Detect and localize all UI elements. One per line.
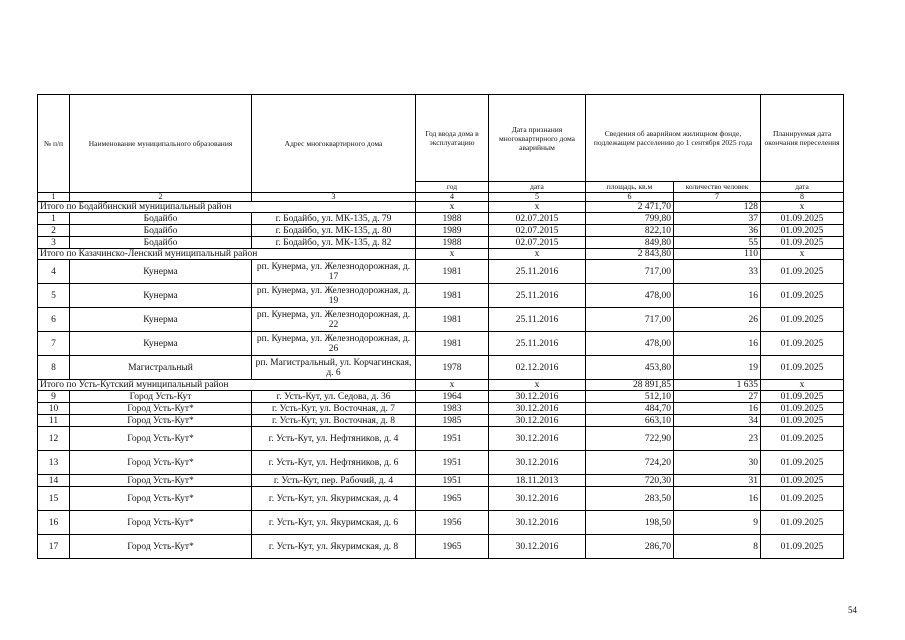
row-number: 1	[38, 213, 70, 225]
row-year: 1951	[416, 451, 489, 475]
row-people: 30	[674, 451, 761, 475]
subheader-area: площадь, кв.м	[586, 182, 674, 193]
row-number: 10	[38, 403, 70, 415]
row-planned: 01.09.2025	[761, 225, 844, 237]
row-number: 16	[38, 511, 70, 535]
row-people: 31	[674, 475, 761, 487]
resettlement-table	[37, 94, 844, 559]
row-municipality: Кунерма	[70, 260, 252, 284]
header-year: Год ввода дома в эксплуатацию	[416, 95, 489, 182]
row-planned: 01.09.2025	[761, 535, 844, 559]
row-planned: 01.09.2025	[761, 427, 844, 451]
row-people: 27	[674, 391, 761, 403]
row-address: рп. Кунерма, ул. Железнодорожная, д. 17	[252, 260, 416, 284]
row-date: 30.12.2016	[489, 391, 586, 403]
total-date: х	[489, 202, 586, 213]
row-area: 512,10	[586, 391, 674, 403]
row-year: 1985	[416, 415, 489, 427]
col-number: 1	[38, 193, 70, 202]
col-number: 7	[674, 193, 761, 202]
row-address: г. Усть-Кут, ул. Якуримская, д. 8	[252, 535, 416, 559]
row-number: 17	[38, 535, 70, 559]
table-row	[38, 487, 844, 511]
row-planned: 01.09.2025	[761, 213, 844, 225]
total-date: х	[489, 380, 586, 391]
row-area: 198,50	[586, 511, 674, 535]
row-people: 26	[674, 308, 761, 332]
row-date: 30.12.2016	[489, 511, 586, 535]
row-municipality: Город Усть-Кут*	[70, 427, 252, 451]
row-address: г. Бодайбо, ул. МК-135, д. 79	[252, 213, 416, 225]
row-people: 37	[674, 213, 761, 225]
row-area: 453,80	[586, 356, 674, 380]
row-municipality: Город Усть-Кут*	[70, 535, 252, 559]
row-address: г. Усть-Кут, ул. Якуримская, д. 4	[252, 487, 416, 511]
row-address: рп. Кунерма, ул. Железнодорожная, д. 26	[252, 332, 416, 356]
row-year: 1956	[416, 511, 489, 535]
row-people: 23	[674, 427, 761, 451]
row-date: 18.11.2013	[489, 475, 586, 487]
header-planned-date: Планируемая дата окончания переселения	[761, 95, 844, 182]
row-people: 9	[674, 511, 761, 535]
header-address: Адрес многоквартирного дома	[252, 95, 416, 193]
total-row	[38, 249, 844, 260]
row-people: 16	[674, 487, 761, 511]
row-date: 30.12.2016	[489, 403, 586, 415]
row-address: г. Усть-Кут, ул. Седова, д. 36	[252, 391, 416, 403]
row-address: рп. Кунерма, ул. Железнодорожная, д. 19	[252, 284, 416, 308]
row-date: 30.12.2016	[489, 487, 586, 511]
row-area: 286,70	[586, 535, 674, 559]
row-number: 3	[38, 237, 70, 249]
row-planned: 01.09.2025	[761, 451, 844, 475]
row-year: 1983	[416, 403, 489, 415]
total-planned: х	[761, 249, 844, 260]
row-number: 14	[38, 475, 70, 487]
row-number: 6	[38, 308, 70, 332]
row-year: 1951	[416, 475, 489, 487]
page-number: 54	[848, 605, 857, 615]
row-year: 1981	[416, 308, 489, 332]
table-row	[38, 475, 844, 487]
total-date: х	[489, 249, 586, 260]
row-planned: 01.09.2025	[761, 284, 844, 308]
total-people: 110	[674, 249, 761, 260]
row-date: 30.12.2016	[489, 427, 586, 451]
row-municipality: Бодайбо	[70, 237, 252, 249]
row-municipality: Город Усть-Кут*	[70, 475, 252, 487]
row-area: 799,80	[586, 213, 674, 225]
row-area: 822,10	[586, 225, 674, 237]
row-municipality: Кунерма	[70, 284, 252, 308]
col-number: 2	[70, 193, 252, 202]
row-date: 30.12.2016	[489, 535, 586, 559]
total-area: 2 471,70	[586, 202, 674, 213]
row-date: 02.07.2015	[489, 225, 586, 237]
header-num: № п/п	[38, 95, 70, 193]
row-planned: 01.09.2025	[761, 356, 844, 380]
row-address: г. Бодайбо, ул. МК-135, д. 80	[252, 225, 416, 237]
row-planned: 01.09.2025	[761, 487, 844, 511]
row-address: г. Усть-Кут, пер. Рабочий, д. 4	[252, 475, 416, 487]
row-people: 16	[674, 284, 761, 308]
total-area: 2 843,80	[586, 249, 674, 260]
row-number: 7	[38, 332, 70, 356]
row-year: 1981	[416, 332, 489, 356]
row-people: 36	[674, 225, 761, 237]
header-recognition-date: Дата признания многоквартирного дома аварийным	[489, 95, 586, 182]
total-area: 28 891,85	[586, 380, 674, 391]
table-row	[38, 260, 844, 284]
table-row	[38, 511, 844, 535]
row-area: 722,90	[586, 427, 674, 451]
row-year: 1965	[416, 487, 489, 511]
row-address: г. Усть-Кут, ул. Якуримская, д. 6	[252, 511, 416, 535]
row-planned: 01.09.2025	[761, 260, 844, 284]
row-municipality: Бодайбо	[70, 213, 252, 225]
row-year: 1965	[416, 535, 489, 559]
row-year: 1988	[416, 237, 489, 249]
row-municipality: Город Усть-Кут*	[70, 511, 252, 535]
table-row	[38, 356, 844, 380]
subheader-people: количество человек	[674, 182, 761, 193]
table-row	[38, 332, 844, 356]
row-year: 1989	[416, 225, 489, 237]
total-label: Итого по Усть-Кутский муниципальный район	[38, 380, 416, 391]
row-date: 02.12.2016	[489, 356, 586, 380]
row-municipality: Город Усть-Кут*	[70, 451, 252, 475]
row-area: 720,30	[586, 475, 674, 487]
total-row	[38, 202, 844, 213]
row-planned: 01.09.2025	[761, 415, 844, 427]
table-row	[38, 535, 844, 559]
row-date: 30.12.2016	[489, 451, 586, 475]
row-date: 02.07.2015	[489, 213, 586, 225]
row-municipality: Город Усть-Кут*	[70, 415, 252, 427]
row-year: 1988	[416, 213, 489, 225]
row-municipality: Кунерма	[70, 308, 252, 332]
row-planned: 01.09.2025	[761, 391, 844, 403]
table-row	[38, 391, 844, 403]
row-year: 1978	[416, 356, 489, 380]
table-row	[38, 213, 844, 225]
total-planned: х	[761, 380, 844, 391]
row-address: г. Усть-Кут, ул. Нефтяников, д. 6	[252, 451, 416, 475]
table-row	[38, 225, 844, 237]
row-planned: 01.09.2025	[761, 475, 844, 487]
row-address: г. Усть-Кут, ул. Нефтяников, д. 4	[252, 427, 416, 451]
row-municipality: Магистральный	[70, 356, 252, 380]
table-row	[38, 284, 844, 308]
row-area: 478,00	[586, 284, 674, 308]
row-municipality: Город Усть-Кут	[70, 391, 252, 403]
col-number: 4	[416, 193, 489, 202]
row-number: 15	[38, 487, 70, 511]
row-people: 16	[674, 403, 761, 415]
row-municipality: Бодайбо	[70, 225, 252, 237]
row-year: 1981	[416, 260, 489, 284]
row-municipality: Кунерма	[70, 332, 252, 356]
row-people: 16	[674, 332, 761, 356]
row-planned: 01.09.2025	[761, 403, 844, 415]
table-row	[38, 427, 844, 451]
col-number: 5	[489, 193, 586, 202]
row-municipality: Город Усть-Кут*	[70, 487, 252, 511]
table-row	[38, 451, 844, 475]
table-row	[38, 403, 844, 415]
row-address: г. Усть-Кут, ул. Восточная, д. 7	[252, 403, 416, 415]
row-number: 8	[38, 356, 70, 380]
row-number: 12	[38, 427, 70, 451]
total-year: х	[416, 249, 489, 260]
row-address: г. Бодайбо, ул. МК-135, д. 82	[252, 237, 416, 249]
row-date: 02.07.2015	[489, 237, 586, 249]
row-number: 2	[38, 225, 70, 237]
header-info: Сведения об аварийном жилищном фонде, подлежащем расселению до 1 сентября 2025 года	[586, 95, 761, 182]
row-area: 724,20	[586, 451, 674, 475]
row-area: 484,70	[586, 403, 674, 415]
total-people: 1 635	[674, 380, 761, 391]
row-date: 25.11.2016	[489, 260, 586, 284]
row-date: 30.12.2016	[489, 415, 586, 427]
row-number: 11	[38, 415, 70, 427]
column-numbers-row	[38, 193, 844, 202]
row-date: 25.11.2016	[489, 284, 586, 308]
col-number: 6	[586, 193, 674, 202]
row-planned: 01.09.2025	[761, 332, 844, 356]
total-label: Итого по Бодайбинский муниципальный район	[38, 202, 416, 213]
total-row	[38, 380, 844, 391]
row-people: 55	[674, 237, 761, 249]
row-people: 34	[674, 415, 761, 427]
row-area: 663,10	[586, 415, 674, 427]
subheader-date2: дата	[761, 182, 844, 193]
row-year: 1964	[416, 391, 489, 403]
row-address: рп. Магистральный, ул. Корчагинская, д. 6	[252, 356, 416, 380]
row-people: 8	[674, 535, 761, 559]
row-number: 13	[38, 451, 70, 475]
table-body	[38, 95, 844, 559]
total-year: х	[416, 202, 489, 213]
row-area: 717,00	[586, 308, 674, 332]
total-people: 128	[674, 202, 761, 213]
total-label: Итого по Казачинско-Ленский муниципальный район	[38, 249, 416, 260]
row-planned: 01.09.2025	[761, 308, 844, 332]
row-people: 19	[674, 356, 761, 380]
row-year: 1981	[416, 284, 489, 308]
row-date: 25.11.2016	[489, 332, 586, 356]
row-year: 1951	[416, 427, 489, 451]
row-planned: 01.09.2025	[761, 237, 844, 249]
row-number: 4	[38, 260, 70, 284]
table-row	[38, 237, 844, 249]
row-number: 5	[38, 284, 70, 308]
table-row	[38, 415, 844, 427]
row-address: г. Усть-Кут, ул. Восточная, д. 8	[252, 415, 416, 427]
col-number: 3	[252, 193, 416, 202]
row-municipality: Город Усть-Кут*	[70, 403, 252, 415]
row-area: 283,50	[586, 487, 674, 511]
row-number: 9	[38, 391, 70, 403]
subheader-year: год	[416, 182, 489, 193]
total-planned: х	[761, 202, 844, 213]
row-area: 717,00	[586, 260, 674, 284]
row-address: рп. Кунерма, ул. Железнодорожная, д. 22	[252, 308, 416, 332]
table-row	[38, 308, 844, 332]
row-area: 849,80	[586, 237, 674, 249]
col-number: 8	[761, 193, 844, 202]
row-people: 33	[674, 260, 761, 284]
total-year: х	[416, 380, 489, 391]
header-row	[38, 95, 844, 182]
subheader-date: дата	[489, 182, 586, 193]
header-municipality: Наименование муниципального образования	[70, 95, 252, 193]
row-date: 25.11.2016	[489, 308, 586, 332]
row-area: 478,00	[586, 332, 674, 356]
row-planned: 01.09.2025	[761, 511, 844, 535]
